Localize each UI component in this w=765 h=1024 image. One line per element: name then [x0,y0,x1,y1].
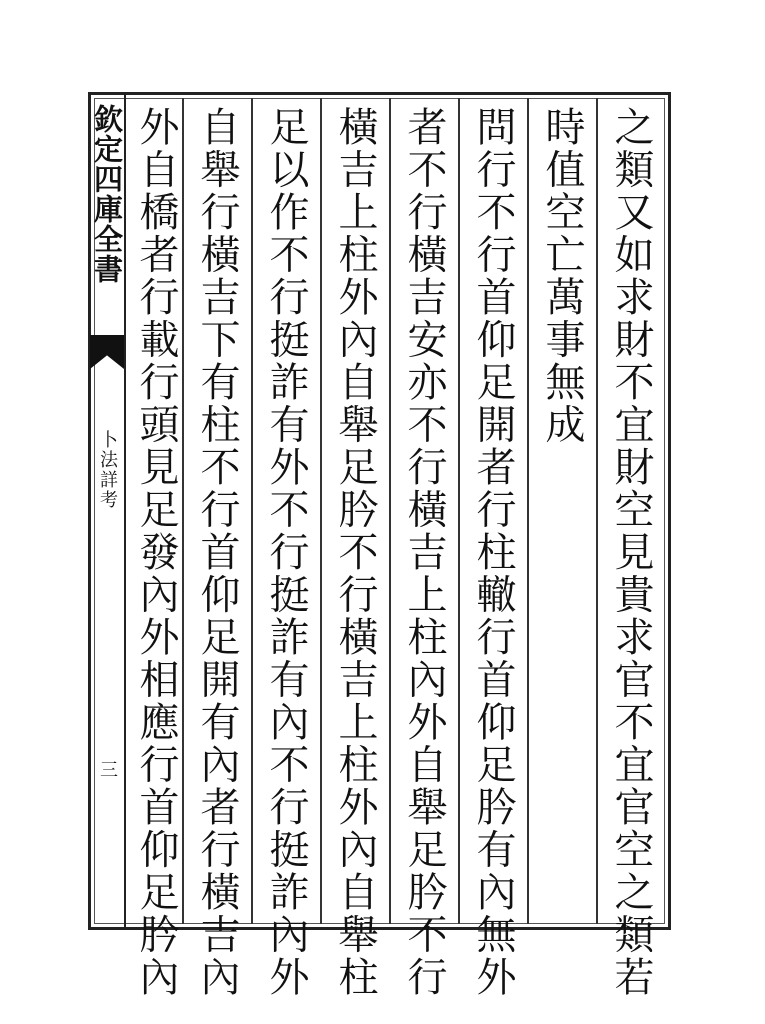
column-divider [458,98,460,924]
book-title: 卜法詳考 [97,430,118,510]
column-divider [389,98,391,924]
column-divider [251,98,253,924]
text-column: 外自橋者行載行頭見足發內外相應行首仰足肣內 [133,106,179,999]
text-column: 者不行橫吉安亦不行橫吉上柱內外自舉足肣不行 [401,106,447,999]
column-divider [596,98,598,924]
page-number: 三 [97,760,118,778]
text-column: 足以作不行挺詐有外不行挺詐有內不行挺詐內外 [263,106,309,999]
text-column: 橫吉上柱外內自舉足肣不行橫吉上柱外內自舉柱 [332,106,378,999]
text-column: 之類又如求財不宜財空見貴求官不宜官空之類若 [608,106,654,999]
book-series-title: 欽定四庫全書 [90,104,124,284]
text-column: 自舉行橫吉下有柱不行首仰足開有內者行橫吉內 [194,106,240,999]
column-divider [320,98,322,924]
text-column: 時值空亡萬事無成 [539,106,585,446]
text-column: 問行不行首仰足開者行柱轍行首仰足肣有內無外 [470,106,516,999]
column-divider [527,98,529,924]
